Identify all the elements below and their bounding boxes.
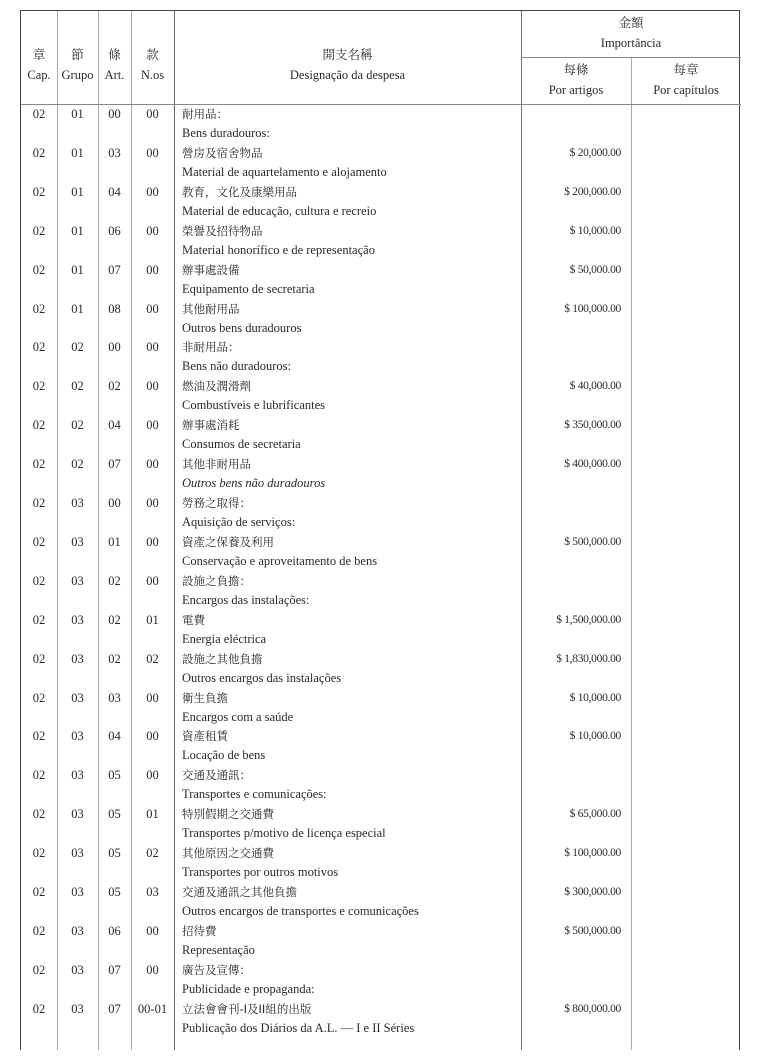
- designation-pt: Material honorífico e de representação: [182, 242, 375, 257]
- cell-grupo: 03: [71, 768, 84, 783]
- cell-art: 04: [108, 184, 121, 199]
- table-row: [21, 610, 741, 649]
- cell-art: 08: [108, 301, 121, 316]
- header-art-pt: Art.: [104, 68, 125, 82]
- amount-por-artigo: $ 10,000.00: [569, 691, 621, 704]
- header-cap-pt: Cap.: [27, 68, 51, 82]
- cell-cap: 02: [32, 651, 46, 666]
- cell-n: 03: [146, 885, 159, 899]
- cell-art: 07: [108, 962, 121, 977]
- table-row: [21, 921, 741, 960]
- designation-pt: Material de aquartelamento e alojamento: [182, 164, 387, 179]
- designation-pt: Outros encargos das instalações: [182, 670, 342, 685]
- cell-grupo: 03: [71, 496, 84, 510]
- cell-n: 02: [146, 651, 159, 666]
- designation-zh: 辦事處設備: [182, 262, 240, 277]
- designation-zh: 招待費: [182, 923, 217, 938]
- designation-pt: Transportes e comunicações:: [182, 787, 327, 802]
- cell-grupo: 03: [71, 846, 84, 861]
- cell-n: 00: [146, 729, 159, 744]
- header-por-artigos-pt: Por artigos: [548, 83, 604, 97]
- header-art: [98, 45, 131, 85]
- cell-cap: 02: [32, 573, 46, 588]
- cell-grupo: 02: [71, 340, 84, 355]
- cell-n: 00: [146, 301, 159, 316]
- cell-n: 01: [146, 807, 159, 822]
- designation-pt: Encargos das instalações:: [182, 592, 310, 607]
- cell-art: 06: [108, 223, 121, 238]
- designation-zh: 勞務之取得：: [182, 496, 251, 510]
- cell-cap: 02: [32, 690, 46, 705]
- cell-grupo: 01: [71, 223, 84, 238]
- designation-pt: Transportes p/motivo de licença especial: [182, 826, 386, 841]
- cell-cap: 02: [32, 612, 46, 627]
- cell-cap: 02: [32, 729, 46, 744]
- cell-cap: 02: [32, 223, 46, 238]
- cell-n: 00: [146, 496, 159, 510]
- cell-grupo: 02: [71, 418, 84, 433]
- amount-por-artigo: $ 100,000.00: [564, 847, 621, 860]
- amount-por-artigo: $ 200,000.00: [564, 185, 621, 198]
- cell-art: 04: [108, 418, 121, 433]
- cell-grupo: 03: [71, 807, 84, 822]
- designation-pt: Consumos de secretaria: [182, 437, 301, 452]
- cell-cap: 02: [32, 262, 46, 277]
- cell-art: 07: [108, 1001, 121, 1016]
- budget-table: [20, 10, 740, 1050]
- header-importancia-zh: 金額: [618, 16, 644, 30]
- table-row: [21, 493, 741, 532]
- cell-art: 01: [108, 534, 121, 549]
- header-designation: [174, 45, 521, 85]
- table-row: [21, 143, 741, 182]
- amount-por-artigo: $ 50,000.00: [569, 263, 621, 276]
- amount-por-artigo: $ 500,000.00: [564, 924, 621, 937]
- amount-por-artigo: $ 300,000.00: [564, 886, 621, 898]
- header-por-artigos-zh: 每條: [563, 63, 589, 77]
- cell-cap: 02: [32, 846, 46, 861]
- cell-cap: 02: [32, 807, 46, 822]
- cell-n: 00: [146, 690, 159, 705]
- cell-grupo: 01: [71, 145, 84, 160]
- table-row: [21, 221, 741, 260]
- cell-art: 06: [108, 923, 121, 938]
- designation-pt: Locação de bens: [182, 748, 266, 763]
- cell-art: 05: [108, 846, 121, 861]
- table-row: [21, 882, 741, 921]
- cell-n: 02: [146, 846, 159, 861]
- designation-zh: 非耐用品：: [182, 340, 240, 355]
- cell-n: 00: [146, 145, 159, 160]
- table-row: [21, 843, 741, 882]
- cell-grupo: 01: [71, 301, 84, 316]
- designation-pt: Combustíveis e lubrificantes: [182, 398, 326, 413]
- header-designation-pt: Designação da despesa: [289, 68, 406, 82]
- cell-cap: 02: [32, 534, 46, 549]
- table-row: [21, 649, 741, 688]
- cell-n: 00: [146, 457, 159, 472]
- cell-cap: 02: [32, 923, 46, 938]
- cell-art: 02: [108, 573, 121, 588]
- amount-por-artigo: $ 65,000.00: [569, 808, 621, 821]
- table-row: [21, 688, 741, 727]
- cell-cap: 02: [32, 340, 46, 355]
- cell-grupo: 03: [71, 534, 84, 549]
- cell-grupo: 02: [71, 379, 84, 394]
- designation-zh: 榮譽及招待物品: [182, 223, 263, 238]
- table-row: [21, 260, 741, 299]
- table-row: [21, 337, 741, 376]
- cell-cap: 02: [32, 107, 46, 121]
- designation-zh: 燃油及潤滑劑: [182, 379, 251, 394]
- header-por-artigos: [521, 60, 631, 100]
- cell-cap: 02: [32, 145, 46, 160]
- designation-pt: Aquisição de serviços:: [182, 515, 296, 529]
- amount-por-artigo: $ 100,000.00: [564, 302, 621, 315]
- designation-pt: Equipamento de secretaria: [182, 281, 315, 296]
- cell-n: 00: [146, 262, 159, 277]
- cell-art: 07: [108, 262, 121, 277]
- cell-cap: 02: [32, 768, 46, 783]
- designation-pt: Bens duradouros:: [182, 126, 270, 140]
- amount-por-artigo: $ 350,000.00: [564, 419, 621, 432]
- cell-art: 03: [108, 145, 121, 160]
- header-por-capitulos: [631, 60, 741, 100]
- cell-n: 00: [146, 223, 159, 238]
- designation-pt: Outros bens duradouros: [182, 320, 302, 335]
- designation-zh: 設施之其他負擔: [182, 651, 263, 666]
- cell-art: 05: [108, 807, 121, 822]
- cell-n: 00: [146, 768, 159, 783]
- cell-grupo: 01: [71, 262, 84, 277]
- cell-grupo: 02: [71, 457, 84, 472]
- designation-pt: Material de educação, cultura e recreio: [182, 203, 377, 218]
- designation-pt: Publicidade e propaganda:: [182, 981, 315, 996]
- cell-art: 00: [108, 340, 121, 355]
- header-grupo-pt: Grupo: [61, 68, 94, 82]
- designation-pt: Outros encargos de transportes e comunicações: [182, 904, 419, 918]
- cell-grupo: 03: [71, 1001, 84, 1016]
- header-art-zh: 條: [108, 48, 121, 62]
- table-row: [21, 532, 741, 571]
- designation-zh: 資產租賃: [182, 729, 228, 744]
- cell-grupo: 01: [71, 107, 84, 121]
- cell-grupo: 03: [71, 612, 84, 627]
- designation-zh: 立法會會刊-I及II組的出版: [182, 1001, 312, 1016]
- cell-grupo: 03: [71, 885, 84, 899]
- cell-art: 02: [108, 612, 121, 627]
- table-row: [21, 999, 741, 1038]
- table-row: [21, 960, 741, 999]
- cell-cap: 02: [32, 496, 46, 510]
- designation-zh: 交通及通訊之其他負擔: [182, 885, 297, 899]
- header-n: [131, 45, 174, 85]
- designation-pt: Encargos com a saúde: [182, 709, 294, 724]
- cell-art: 05: [108, 885, 121, 899]
- cell-art: 04: [108, 729, 121, 744]
- header-cap-zh: 章: [32, 48, 46, 62]
- cell-cap: 02: [32, 1001, 46, 1016]
- table-row: [21, 454, 741, 493]
- cell-n: 01: [146, 612, 159, 627]
- table-row: [21, 415, 741, 454]
- designation-zh: 教育，文化及康樂用品: [182, 184, 297, 199]
- amount-por-artigo: $ 40,000.00: [569, 380, 621, 393]
- designation-zh: 交通及通訊：: [182, 768, 251, 783]
- cell-cap: 02: [32, 885, 46, 899]
- header-n-zh: 款: [146, 48, 159, 62]
- table-row: [21, 299, 741, 338]
- header-designation-zh: 開支名稱: [322, 48, 373, 62]
- designation-zh: 其他耐用品: [182, 301, 240, 316]
- cell-n: 00: [146, 418, 159, 433]
- cell-n: 00: [146, 923, 159, 938]
- header-por-capitulos-zh: 每章: [673, 63, 699, 77]
- designation-zh: 電費: [182, 612, 205, 627]
- designation-zh: 耐用品：: [182, 107, 228, 121]
- designation-pt: Conservação e aproveitamento de bens: [182, 553, 378, 568]
- table-row: [21, 765, 741, 804]
- cell-cap: 02: [32, 184, 46, 199]
- cell-grupo: 03: [71, 923, 84, 938]
- designation-zh: 其他原因之交通費: [182, 846, 274, 861]
- designation-pt: Outros bens não duradouros: [182, 476, 326, 491]
- designation-zh: 設施之負擔：: [182, 573, 251, 588]
- cell-art: 07: [108, 457, 121, 472]
- table-row: [21, 804, 741, 843]
- cell-grupo: 01: [71, 184, 84, 199]
- designation-zh: 其他非耐用品: [182, 457, 251, 472]
- designation-pt: Transportes por outros motivos: [182, 865, 339, 880]
- cell-art: 02: [108, 651, 121, 666]
- cell-grupo: 03: [71, 573, 84, 588]
- cell-cap: 02: [32, 418, 46, 433]
- designation-pt: Energia eléctrica: [182, 631, 267, 646]
- cell-n: 00-01: [137, 1001, 168, 1016]
- cell-n: 00: [146, 107, 159, 121]
- header-n-pt: N.os: [140, 68, 165, 82]
- cell-grupo: 03: [71, 651, 84, 666]
- designation-zh: 營房及宿舍物品: [182, 145, 263, 160]
- designation-pt: Representação: [182, 942, 255, 957]
- designation-zh: 衛生負擔: [182, 690, 228, 705]
- cell-n: 00: [146, 184, 159, 199]
- cell-n: 00: [146, 534, 159, 549]
- cell-n: 00: [146, 340, 159, 355]
- cell-n: 00: [146, 962, 159, 977]
- designation-pt: Bens não duradouros:: [182, 359, 292, 374]
- header-por-capitulos-pt: Por capítulos: [653, 83, 719, 97]
- cell-art: 03: [108, 690, 121, 705]
- cell-art: 02: [108, 379, 121, 394]
- designation-zh: 資產之保養及利用: [182, 534, 274, 549]
- amount-por-artigo: $ 10,000.00: [569, 224, 621, 237]
- amount-por-artigo: $ 10,000.00: [569, 730, 621, 743]
- table-row: [21, 104, 741, 143]
- table-row: [21, 726, 741, 765]
- cell-n: 00: [146, 573, 159, 588]
- designation-zh: 特別假期之交通費: [182, 807, 274, 822]
- header-grupo-zh: 節: [71, 48, 84, 62]
- cell-n: 00: [146, 379, 159, 394]
- header-divider: [521, 57, 741, 58]
- cell-cap: 02: [32, 457, 46, 472]
- header-importancia-pt: Importância: [600, 36, 662, 50]
- amount-por-artigo: $ 500,000.00: [564, 535, 621, 548]
- cell-cap: 02: [32, 962, 46, 977]
- table-row: [21, 376, 741, 415]
- cell-grupo: 03: [71, 690, 84, 705]
- designation-zh: 廣告及宣傳：: [182, 962, 251, 977]
- table-row: [21, 182, 741, 221]
- designation-pt: Publicação dos Diários da A.L. — I e II Séries: [182, 1020, 415, 1035]
- amount-por-artigo: $ 400,000.00: [564, 458, 621, 471]
- amount-por-artigo: $ 800,000.00: [564, 1002, 621, 1015]
- cell-cap: 02: [32, 301, 46, 316]
- cell-grupo: 03: [71, 729, 84, 744]
- cell-grupo: 03: [71, 962, 84, 977]
- cell-art: 00: [108, 496, 121, 510]
- amount-por-artigo: $ 1,830,000.00: [556, 652, 621, 665]
- header-cap: [21, 45, 57, 85]
- table-row: [21, 571, 741, 610]
- header-importancia: [521, 13, 741, 53]
- cell-art: 00: [108, 107, 121, 121]
- designation-zh: 辦事處消耗: [182, 418, 240, 433]
- amount-por-artigo: $ 1,500,000.00: [556, 613, 621, 626]
- header-grupo: [57, 45, 98, 85]
- amount-por-artigo: $ 20,000.00: [569, 146, 621, 159]
- cell-art: 05: [108, 768, 121, 783]
- cell-cap: 02: [32, 379, 46, 394]
